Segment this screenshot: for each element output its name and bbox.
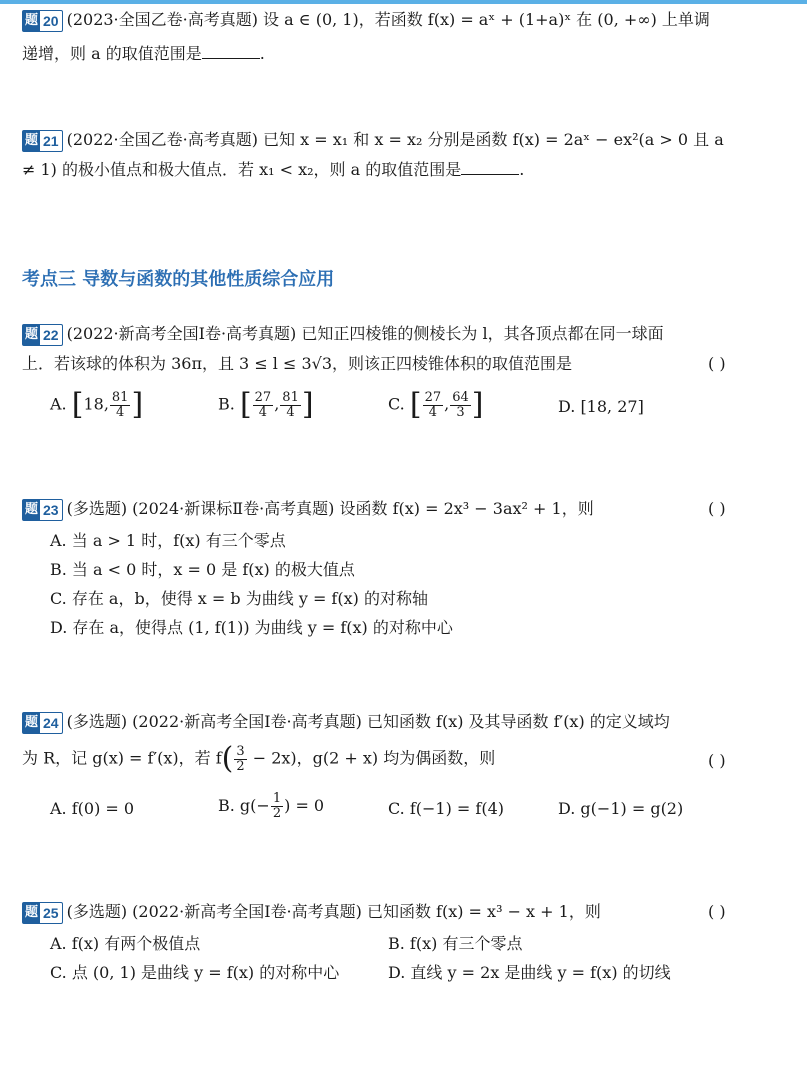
bracket: ] — [301, 387, 314, 422]
option-text: 18, — [83, 394, 109, 414]
option-text: [18, 27] — [580, 397, 644, 416]
option-a[interactable]: A. f(x) 有两个极值点 — [50, 934, 201, 953]
tag-label: 题 — [23, 903, 40, 923]
numerator: 64 — [452, 389, 469, 405]
option-a[interactable]: A. 当 a > 1 时，f(x) 有三个零点 — [50, 531, 286, 550]
option-d[interactable]: D. g(−1) = g(2) — [558, 799, 684, 818]
question-number: 23 — [43, 501, 59, 518]
denominator: 3 — [456, 404, 465, 420]
option-c[interactable]: C. 点 (0, 1) 是曲线 y = f(x) 的对称中心 — [50, 963, 340, 982]
option-label: C. — [388, 394, 405, 414]
numerator: 27 — [424, 389, 442, 405]
question-tag — [22, 324, 63, 346]
tag-label: 题 — [23, 325, 40, 345]
option-b[interactable]: B. [ $\frac{27}{4}$ , $\frac{81}{4}$ ] — [218, 387, 314, 422]
tag-label: 题 — [23, 713, 40, 733]
question-24-line-2 — [22, 741, 496, 776]
denominator: 4 — [116, 404, 125, 420]
bracket: [ — [409, 387, 422, 422]
question-text: (多选题) (2024·新课标Ⅱ卷·高考真题) 设函数 f(x) = 2x³ − 3ax² + 1，则 — [66, 499, 594, 518]
option-b[interactable]: B. f(x) 有三个零点 — [388, 934, 523, 953]
numerator: 81 — [111, 389, 129, 405]
fraction — [450, 391, 471, 420]
top-accent-bar — [0, 0, 807, 4]
question-tag — [22, 499, 63, 521]
tag-label: 题 — [23, 131, 40, 151]
tag-label: 题 — [23, 500, 40, 520]
option-d[interactable] — [558, 395, 644, 419]
denominator: 4 — [258, 404, 268, 420]
question-text: 上．若该球的体积为 36π，且 3 ≤ l ≤ 3√3，则该正四棱锥体积的取值范围是 — [22, 354, 573, 373]
question-text: (2022·全国乙卷·高考真题) 已知 x = x₁ 和 x = x₂ 分别是函数 f(x) = 2aˣ − ex²(a > 0 且 a — [66, 130, 724, 149]
option-c[interactable]: C. f(−1) = f(4) — [388, 799, 504, 818]
option-b[interactable]: B. 当 a < 0 时，x = 0 是 f(x) 的极大值点 — [50, 560, 355, 579]
question-22-line-1 — [22, 322, 664, 346]
fraction — [280, 391, 301, 420]
fraction — [423, 391, 444, 420]
option-text: B. g(− — [218, 796, 270, 815]
answer-blank[interactable] — [202, 44, 260, 59]
question-tag — [22, 10, 63, 32]
numerator: 27 — [254, 389, 272, 405]
option-d[interactable]: D. 存在 a，使得点 (1, f(1)) 为曲线 y = f(x) 的对称中心 — [50, 618, 453, 637]
question-number: 24 — [43, 714, 59, 731]
question-text: (2023·全国乙卷·高考真题) 设 a ∈ (0, 1)，若函数 f(x) = aˣ + (1+a)ˣ 在 (0, +∞) 上单调 — [66, 10, 710, 29]
answer-parentheses[interactable]: ( ) — [708, 902, 726, 921]
question-20-line-1 — [22, 8, 710, 32]
question-tag — [22, 902, 63, 924]
fraction — [253, 391, 274, 420]
question-24-line-1 — [22, 710, 670, 734]
question-text: (多选题) (2022·新高考全国Ⅰ卷·高考真题) 已知函数 f(x) = x³ − x + 1，则 — [66, 902, 601, 921]
question-23-line-1 — [22, 497, 594, 521]
numerator: 1 — [272, 791, 282, 806]
option-label: D. — [558, 397, 576, 416]
bracket: [ — [239, 387, 252, 422]
answer-parentheses[interactable]: ( ) — [708, 499, 726, 518]
option-d[interactable]: D. 直线 y = 2x 是曲线 y = f(x) 的切线 — [388, 963, 671, 982]
question-25-line-1 — [22, 900, 601, 924]
option-a[interactable]: A. f(0) = 0 — [50, 799, 135, 818]
denominator: 2 — [236, 758, 245, 774]
question-21-line-1 — [22, 128, 724, 152]
question-text: (多选题) (2022·新高考全国Ⅰ卷·高考真题) 已知函数 f(x) 及其导函数 f′(x) 的定义域均 — [66, 712, 670, 731]
denominator: 2 — [272, 806, 282, 821]
option-c[interactable]: C. 存在 a，b，使得 x = b 为曲线 y = f(x) 的对称轴 — [50, 589, 428, 608]
question-text: − 2x)，g(2 + x) 均为偶函数，则 — [247, 748, 496, 768]
numerator: 3 — [236, 743, 245, 759]
fraction — [271, 792, 283, 821]
answer-parentheses[interactable]: ( ) — [708, 354, 726, 373]
option-c[interactable]: C. [ $\frac{27}{4}$ , $\frac{64}{3}$ ] — [388, 387, 484, 422]
question-number: 21 — [43, 132, 59, 149]
question-text: . — [259, 44, 265, 63]
question-number: 22 — [43, 326, 59, 343]
question-text: 为 R，记 g(x) = f′(x)，若 f — [22, 748, 222, 768]
bracket: ] — [471, 387, 484, 422]
option-text: ) = 0 — [284, 796, 325, 815]
tag-label: 题 — [23, 11, 40, 31]
option-b[interactable] — [218, 792, 324, 821]
fraction — [234, 745, 246, 774]
option-a[interactable] — [50, 387, 144, 422]
question-tag — [22, 712, 63, 734]
denominator: 4 — [428, 404, 437, 420]
section-title: 考点三 导数与函数的其他性质综合应用 — [22, 269, 335, 290]
option-label: A. — [50, 394, 67, 414]
paren-open: ( — [221, 741, 234, 776]
numerator: 81 — [282, 389, 299, 405]
denominator: 4 — [286, 404, 295, 420]
bracket: [ — [71, 387, 84, 422]
bracket: ] — [131, 387, 144, 422]
question-text: (2022·新高考全国Ⅰ卷·高考真题) 已知正四棱锥的侧棱长为 l，其各顶点都在同一球面 — [66, 324, 664, 343]
answer-blank[interactable] — [461, 160, 519, 175]
question-text: ≠ 1) 的极小值点和极大值点．若 x₁ < x₂，则 a 的取值范围是 — [22, 160, 462, 179]
question-number: 20 — [43, 12, 59, 29]
question-21-line-2 — [22, 158, 524, 182]
question-22-line-2 — [22, 352, 572, 376]
question-text: 递增，则 a 的取值范围是 — [22, 44, 202, 63]
option-label: B. — [218, 394, 235, 414]
question-tag — [22, 130, 63, 152]
fraction — [110, 391, 131, 420]
answer-parentheses[interactable]: ( ) — [708, 751, 726, 770]
question-text: . — [519, 160, 525, 179]
question-number: 25 — [43, 904, 59, 921]
question-20-line-2 — [22, 42, 265, 66]
